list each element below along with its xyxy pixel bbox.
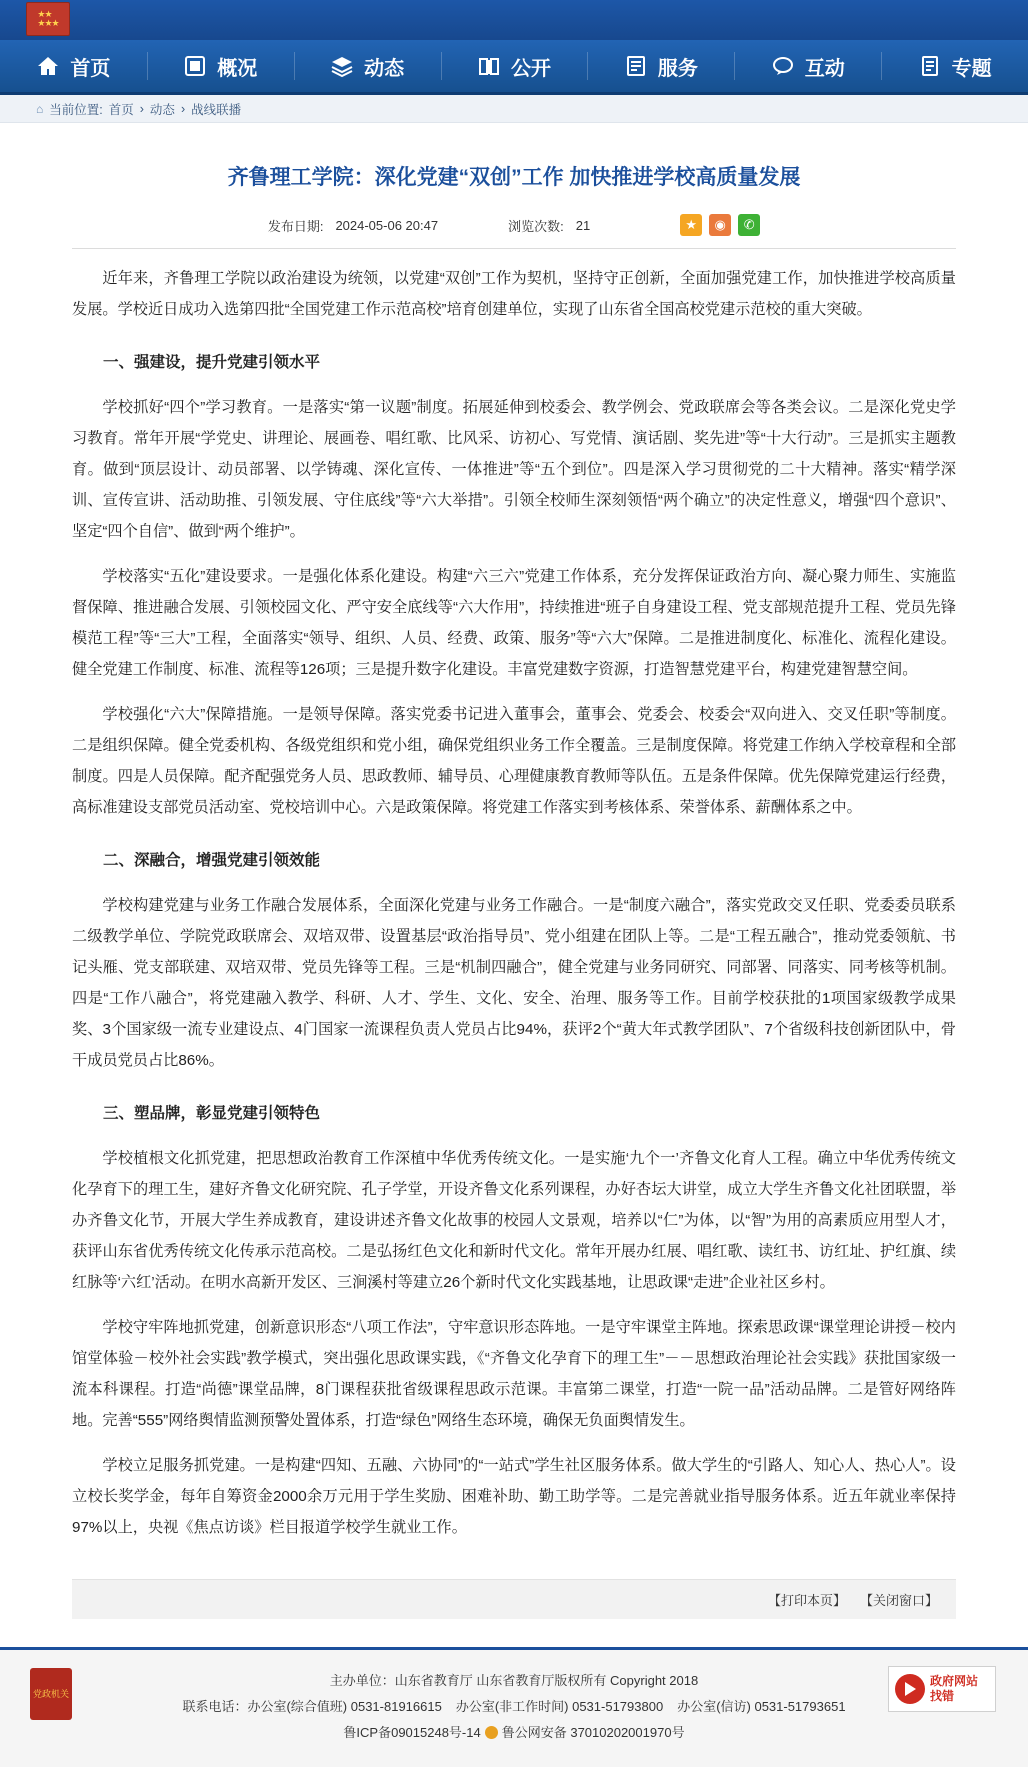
- gov-agency-badge: [30, 1668, 72, 1720]
- nav-item-disclosure[interactable]: [441, 40, 588, 92]
- report-error-icon: [895, 1674, 925, 1704]
- publish-date-label: 发布日期:: [267, 218, 324, 234]
- page-title: 齐鲁理工学院：深化党建“双创”工作 加快推进学校高质量发展: [227, 166, 801, 189]
- police-badge-icon: [485, 1726, 498, 1739]
- view-count: [508, 216, 590, 235]
- share-bar[interactable]: [680, 214, 760, 236]
- footer-contact-2: 办公室(非工作时间) 0531-51793800: [455, 1699, 664, 1715]
- report-error-line1: 政府网站: [930, 1674, 979, 1689]
- document-icon: [918, 54, 942, 78]
- chat-icon: [771, 54, 795, 78]
- paragraph: 近年来，齐鲁理工学院以政治建设为统领，以党建“双创”工作为契机，坚持守正创新，全面加强党建工作，加快推进学校高质量发展。学校近日成功入选第四批“全国党建工作示范高校”培育创建单位，实现了山东省全国高校党建示范校的重大突破。: [72, 270, 956, 319]
- national-emblem-icon: [26, 2, 70, 36]
- favorite-icon[interactable]: ★: [680, 214, 702, 236]
- section-heading: 二、深融合，增强党建引领效能: [103, 852, 321, 870]
- article: [0, 123, 1028, 1543]
- nav-item-home[interactable]: [0, 40, 147, 92]
- book-icon: [477, 54, 501, 78]
- emblem-stars: ★★ ★★★: [37, 9, 59, 28]
- nav-label: 互动: [804, 57, 845, 80]
- paragraph: 学校植根文化抓党建，把思想政治教育工作深植中华优秀传统文化。一是实施‘九个一’齐鲁文化育人工程。确立中华优秀传统文化孕育下的理工生，建好齐鲁文化研究院、孔子学堂，开设齐鲁文化系列课程，办好杏坛大讲堂，成立大学生齐鲁文化社团联盟，举办齐鲁文化节，开展大学生养成教育，建设讲述齐鲁文化故事的校园人文景观，培养以“仁”为体，以“智”为用的高素质应用型人才，获评山东省优秀传统文化传承示范高校。二是弘扬红色文化和新时代文化。常年开展办红展、唱红歌、读红书、访红址、护红旗、续红脉等‘六红’活动。在明水高新开发区、三涧溪村等建立26个新时代文化实践基地，让思政课“走进”企业社区乡村。: [72, 1150, 956, 1292]
- footer-icp: [0, 1720, 1028, 1746]
- page-footer: [0, 1647, 1028, 1767]
- view-count-label: 浏览次数:: [508, 218, 564, 234]
- home-icon: [36, 54, 60, 78]
- paragraph: 学校守牢阵地抓党建，创新意识形态“八项工作法”，守牢意识形态阵地。一是守牢课堂主阵地。探索思政课“课堂理论讲授－校内馆堂体验－校外社会实践”教学模式，突出强化思政课实践，《“齐鲁文化孕育下的理工生”－－思想政治理论社会实践》获批国家级一流本科课程。打造“尚德”课堂品牌，8门课程获批省级课程思政示范课。丰富第二课堂，打造“一院一品”活动品牌。二是管好网络阵地。完善“555”网络舆情监测预警处置体系，打造“绿色”网络生态环境，确保无负面舆情发生。: [72, 1319, 956, 1430]
- nav-item-overview[interactable]: [147, 40, 294, 92]
- view-count-value: 21: [575, 217, 591, 233]
- nav-item-services[interactable]: [587, 40, 734, 92]
- footer-icp-number[interactable]: 鲁ICP备09015248号-14: [343, 1725, 481, 1741]
- nav-item-interaction[interactable]: [734, 40, 881, 92]
- footer-contact-1: 办公室(综合值班) 0531-81916615: [247, 1699, 442, 1715]
- nav-label: 概况: [217, 57, 258, 80]
- report-error-label: [930, 1674, 978, 1704]
- footer-contact: [0, 1694, 1028, 1720]
- nav-item-news[interactable]: [294, 40, 441, 92]
- section-heading: 三、塑品牌，彰显党建引领特色: [103, 1105, 321, 1123]
- print-page-button[interactable]: 【打印本页】: [767, 1593, 846, 1609]
- breadcrumb-item-news[interactable]: 动态: [149, 102, 175, 117]
- nav-label: 动态: [364, 57, 405, 80]
- paragraph: 学校构建党建与业务工作融合发展体系，全面深化党建与业务工作融合。一是“制度六融合”，落实党政交叉任职、党委委员联系二级教学单位、学院党政联席会、双培双带、设置基层“政治指导员”、党小组建在团队上等。二是“工程五融合”，推动党委领航、书记头雁、党支部联建、双培双带、党员先锋等工程。三是“机制四融合”，健全党建与业务同研究、同部署、同落实、同考核等机制。四是“工作八融合”，将党建融入教学、科研、人才、学生、文化、安全、治理、服务等工作。目前学校获批的1项国家级教学成果奖、3个国家级一流专业建设点、4门国家一流课程负责人党员占比94%，获评2个“黄大年式教学团队”、7个省级科技创新团队中，骨干成员党员占比86%。: [72, 897, 956, 1070]
- nav-item-topics[interactable]: [881, 40, 1028, 92]
- breadcrumb-separator: ›: [139, 101, 144, 116]
- building-icon: [183, 54, 207, 78]
- top-banner: [0, 0, 1028, 40]
- nav-label: 专题: [951, 57, 992, 80]
- footer-contact-label: 联系电话：: [182, 1699, 248, 1715]
- footer-lines: [0, 1668, 1028, 1746]
- footer-owner: 主办单位：山东省教育厅 山东省教育厅版权所有 Copyright 2018: [329, 1673, 699, 1689]
- nav-label: 公开: [511, 57, 551, 80]
- main-nav[interactable]: [0, 40, 1028, 95]
- report-error-line2: 找错: [930, 1689, 955, 1704]
- paragraph: 学校强化“六大”保障措施。一是领导保障。落实党委书记进入董事会，董事会、党委会、校委会“双向进入、交叉任职”等制度。二是组织保障。健全党委机构、各级党组织和党小组，确保党组织业务工作全覆盖。三是制度保障。将党建工作纳入学校章程和全部制度。四是人员保障。配齐配强党务人员、思政教师、辅导员、心理健康教育教师等队伍。五是条件保障。优先保障党建运行经费，高标准建设支部党员活动室、党校培训中心。六是政策保障。将党建工作落实到考核体系、荣誉体系、薪酬体系之中。: [72, 706, 956, 817]
- paragraph: 学校立足服务抓党建。一是构建“四知、五融、六协同”的“一站式”学生社区服务体系。做大学生的“引路人、知心人、热心人”。设立校长奖学金，每年自筹资金2000余万元用于学生奖励、困难补助、勤工助学等。二是完善就业指导服务体系。近五年就业率保持97%以上，央视《焦点访谈》栏目报道学校学生就业工作。: [72, 1457, 956, 1537]
- view-icon[interactable]: ◉: [709, 214, 731, 236]
- layers-icon: [330, 54, 354, 78]
- nav-label: 首页: [70, 57, 111, 80]
- paragraph: 学校落实“五化”建设要求。一是强化体系化建设。构建“六三六”党建工作体系，充分发挥保证政治方向、凝心聚力师生、实施监督保障、推进融合发展、引领校园文化、严守安全底线等“六大作用”，持续推进“班子自身建设工程、党支部规范提升工程、党员先锋模范工程”等“三大”工程，全面落实“领导、组织、人员、经费、政策、服务”等“六大”保障。二是推进制度化、标准化、流程化建设。健全党建工作制度、标准、流程等126项；三是提升数字化建设。丰富党建数字资源，打造智慧党建平台，构建党建智慧空间。: [72, 568, 956, 679]
- section-heading: 一、强建设，提升党建引领水平: [103, 354, 321, 372]
- breadcrumb-item-home[interactable]: 首页: [108, 102, 134, 117]
- paragraph: 学校抓好“四个”学习教育。一是落实“第一议题”制度。拓展延伸到校委会、教学例会、党政联席会等各类会议。二是深化党史学习教育。常年开展“学党史、讲理论、展画卷、唱红歌、比风采、访初心、写党情、演话剧、奖先进”等“十大行动”。三是抓实主题教育。做到“顶层设计、动员部署、以学铸魂、深化宣传、一体推进”等“五个到位”。四是深入学习贯彻党的二十大精神。落实“精学深训、宣传宣讲、活动助推、引领发展、守住底线”等“六大举措”。引领全校师生深刻领悟“两个确立”的决定性意义，增强“四个意识”、坚定“四个自信”、做到“两个维护”。: [72, 399, 956, 541]
- publish-date-value: 2024-05-06 20:47: [335, 217, 439, 233]
- article-meta: [72, 214, 956, 249]
- breadcrumb-separator: ›: [180, 101, 186, 116]
- breadcrumb-item-current[interactable]: 战线联播: [191, 102, 242, 117]
- footer-contact-3: 办公室(信访) 0531-51793651: [677, 1699, 846, 1715]
- form-icon: [624, 54, 648, 78]
- breadcrumb-prefix: 当前位置:: [49, 102, 103, 117]
- nav-label: 服务: [657, 57, 698, 80]
- article-actions[interactable]: [72, 1579, 956, 1619]
- breadcrumb-home-icon: ⌂: [36, 101, 44, 116]
- close-window-button[interactable]: 【关闭窗口】: [859, 1593, 938, 1609]
- wechat-icon[interactable]: ✆: [738, 214, 760, 236]
- article-body: [72, 263, 956, 1543]
- breadcrumb: [0, 95, 1028, 123]
- publish-date: [268, 216, 438, 235]
- report-error-badge[interactable]: [888, 1666, 996, 1712]
- gov-agency-badge-label: 党政机关: [32, 1688, 69, 1699]
- footer-police-number[interactable]: 鲁公网安备 37010202001970号: [501, 1725, 685, 1741]
